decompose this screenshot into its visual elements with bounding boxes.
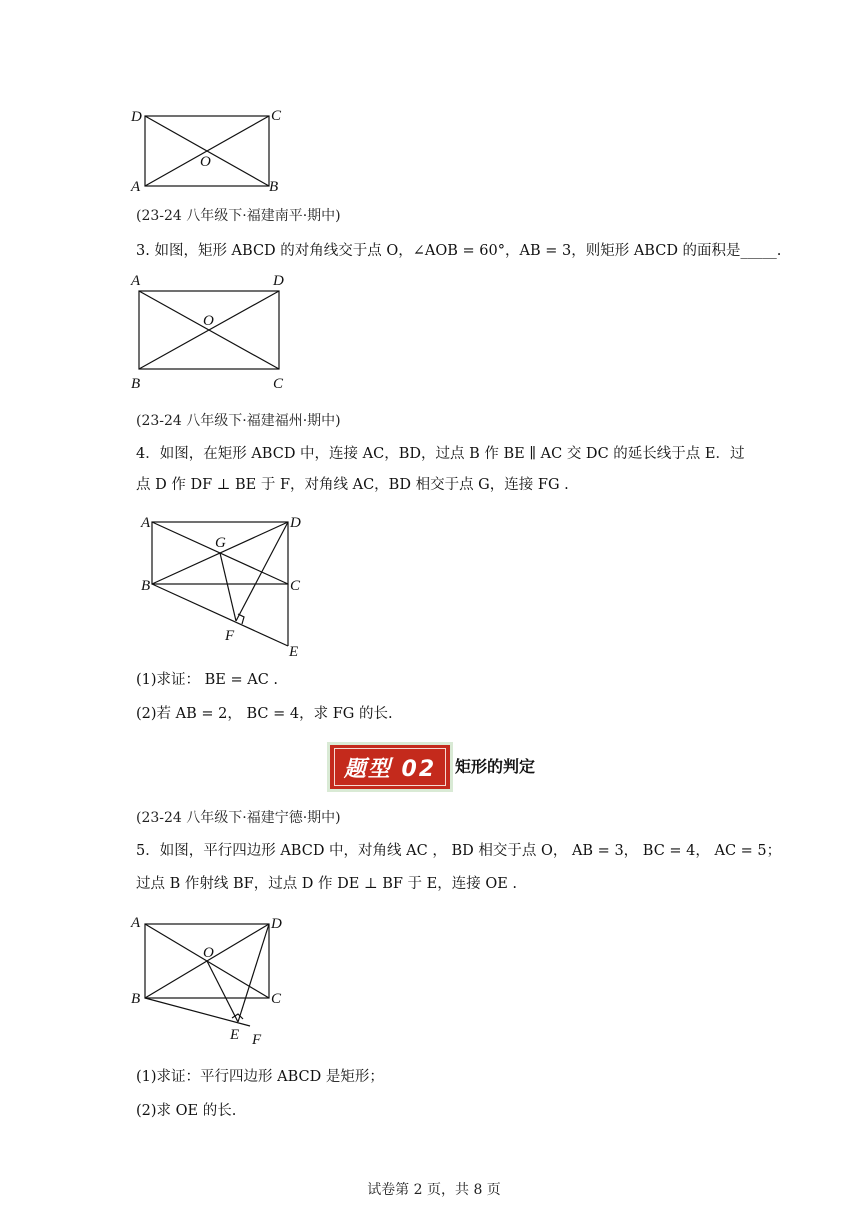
fig4-label-a: A: [131, 915, 141, 931]
fig2-label-o: O: [203, 313, 214, 329]
fig4-label-f: F: [252, 1032, 262, 1048]
question-5-line1: 5．如图，平行四边形 ABCD 中，对角线 AC ， BD 相交于点 O， AB = 3， BC = 4， AC = 5；: [136, 843, 782, 859]
fig4-label-d: D: [271, 916, 282, 932]
question-4-line1: 4．如图，在矩形 ABCD 中，连接 AC，BD，过点 B 作 BE ∥ AC 交 DC 的延长线于点 E．过: [136, 446, 745, 462]
source-label-1: (23-24 八年级下·福建南平·期中): [136, 208, 341, 224]
fig3-label-c: C: [290, 578, 301, 594]
fig2-label-d: D: [273, 273, 284, 289]
figure-3-rectangle: [128, 510, 318, 662]
fig3-line-df: [236, 522, 288, 621]
fig4-label-e: E: [230, 1027, 240, 1043]
fig3-label-b: B: [141, 578, 151, 594]
fig4-line-de: [238, 924, 269, 1022]
fig3-label-a: A: [141, 515, 151, 531]
fig1-label-a: A: [131, 179, 141, 195]
source-label-3: (23-24 八年级下·福建宁德·期中): [136, 810, 341, 826]
fig3-label-d: D: [290, 515, 301, 531]
fig1-label-d: D: [131, 109, 142, 125]
fig2-label-a: A: [131, 273, 141, 289]
figure-1-rectangle: [128, 104, 288, 196]
question-4-line2: 点 D 作 DF ⊥ BE 于 F，对角线 AC，BD 相交于点 G，连接 FG .: [136, 477, 569, 493]
source-label-2: (23-24 八年级下·福建福州·期中): [136, 413, 341, 429]
fig1-label-c: C: [271, 108, 282, 124]
question-5-part1: (1)求证：平行四边形 ABCD 是矩形；: [136, 1069, 384, 1085]
fig1-label-b: B: [269, 179, 279, 195]
fig4-label-b: B: [131, 991, 141, 1007]
fig4-ray-bf: [145, 998, 250, 1026]
fig2-label-b: B: [131, 376, 141, 392]
question-4-part2: (2)若 AB = 2， BC = 4，求 FG 的长.: [136, 706, 393, 722]
question-3-text: 3. 如图，矩形 ABCD 的对角线交于点 O，∠AOB = 60°，AB = 3，则矩形 ABCD 的面积是_____.: [136, 243, 782, 259]
fig3-label-e: E: [289, 644, 299, 660]
section-title: 矩形的判定: [455, 757, 536, 776]
figure-4-rectangle: [128, 910, 298, 1050]
page-footer: 试卷第 2 页，共 8 页: [367, 1182, 501, 1198]
fig3-line-be: [152, 584, 288, 646]
fig4-label-o: O: [203, 945, 214, 961]
question-5-line2: 过点 B 作射线 BF，过点 D 作 DE ⊥ BF 于 E，连接 OE .: [136, 876, 518, 892]
fig2-label-c: C: [273, 376, 284, 392]
fig3-label-g: G: [215, 535, 226, 551]
section-badge-text: 题型 02: [334, 748, 446, 786]
figure-2-rectangle: [128, 270, 293, 394]
fig4-label-c: C: [271, 991, 282, 1007]
section-badge: [327, 742, 453, 792]
question-4-part1: (1)求证： BE = AC .: [136, 672, 279, 688]
fig3-line-gf: [220, 553, 236, 621]
question-5-part2: (2)求 OE 的长.: [136, 1103, 237, 1119]
fig3-label-f: F: [225, 628, 235, 644]
fig1-label-o: O: [200, 154, 211, 170]
